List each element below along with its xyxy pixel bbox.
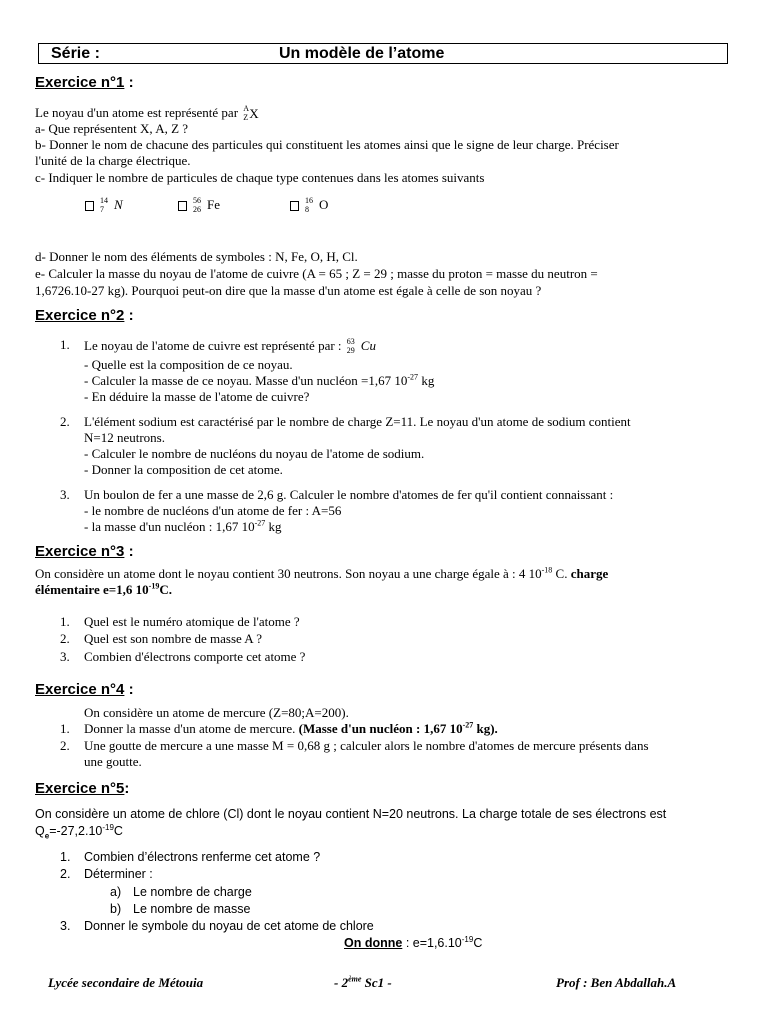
ex4-n1: 1. — [60, 721, 70, 736]
ex3-p1: On considère un atome dont le noyau contient 30 neutrons. Son noyau a une charge égale à : 4 $10^{-18}$ C. charge — [35, 565, 609, 581]
ex1-intro: Le noyau d'un atome est représenté par A Z X — [35, 104, 263, 124]
ex4-n2: 2. — [60, 738, 70, 753]
ex5-sa-text: Le nombre de charge — [133, 885, 252, 899]
ex1-d: d- Donner le nom des éléments de symboles : N, Fe, O, H, Cl. — [35, 249, 358, 264]
isotope-n: 14 7 N — [85, 196, 123, 216]
isotope-o: 16 8 O — [290, 196, 328, 216]
ex2-n2: 2. — [60, 414, 70, 429]
ex2-heading: Exercice n°2 : — [35, 307, 134, 324]
ex2-i2b: - Calculer le nombre de nucléons du noyau de l'atome de sodium. — [84, 446, 425, 461]
ex3-i2: Quel est son nombre de masse A ? — [84, 631, 262, 646]
ex5-n1: 1. — [60, 850, 71, 864]
ex1-e1: e- Calculer la masse du noyau de l'atome de cuivre (A = 65 ; Z = 29 ; masse du proton = masse du neutron = — [35, 266, 598, 281]
ex4-heading: Exercice n°4 : — [35, 681, 134, 698]
ex2-i1c: - En déduire la masse de l'atome de cuivre? — [84, 389, 310, 404]
ex5-i3: Donner le symbole du noyau de cet atome de chlore — [84, 919, 374, 933]
ex4-intro: On considère un atome de mercure (Z=80;A=200). — [84, 705, 349, 720]
ex5-charge: $Q_e=-27,2.10^{-19}C$ — [35, 822, 123, 841]
ex5-sb: b) — [110, 902, 122, 916]
ex1-c: c- Indiquer le nombre de particules de chaque type contenues dans les atomes suivants — [35, 170, 485, 185]
ex2-i3: Un boulon de fer a une masse de 2,6 g. Calculer le nombre d'atomes de fer qu'il contient connaissant : — [84, 487, 614, 502]
ex1-heading: Exercice n°1 : — [35, 74, 134, 91]
ex1-b2: l'unité de la charge électrique. — [35, 153, 191, 168]
footer-class: - 2ème Sc1 - — [334, 974, 392, 990]
ex5-sb-text: Le nombre de masse — [133, 902, 251, 916]
footer-school: Lycée secondaire de Métouia — [48, 975, 204, 990]
ex3-n1: 1. — [60, 614, 70, 629]
ex3-i3: Combien d'électrons comporte cet atome ? — [84, 649, 306, 664]
ex5-p1: On considère un atome de chlore (Cl) dont le noyau contient N=20 neutrons. La charge totale de ses électrons est — [35, 807, 667, 821]
ex2-n3: 3. — [60, 487, 70, 502]
ex5-i2: Déterminer : — [84, 867, 153, 881]
ex2-i1b: - Calculer la masse de ce noyau. Masse d'un nucléon =1,67 $10^{-27}$ kg — [84, 372, 435, 388]
footer-prof: Prof : Ben Abdallah.A — [556, 975, 677, 990]
ex2-i1: Le noyau de l'atome de cuivre est représenté par : 63 29 Cu — [84, 337, 376, 355]
ex1-b1: b- Donner le nom de chacune des particules qui constituent les atomes ainsi que le signe de leur charge. Préciser — [35, 137, 619, 152]
checkbox-icon — [178, 201, 187, 211]
ex4-i2: Une goutte de mercure a une masse M = 0,68 g ; calculer alors le nombre d'atomes de mercure présents dans — [84, 738, 649, 753]
serie-label: Série : — [51, 45, 100, 62]
ex3-heading: Exercice n°3 : — [35, 543, 134, 560]
ex5-heading: Exercice n°5: — [35, 780, 130, 797]
ex5-i1: Combien d’électrons renferme cet atome ? — [84, 850, 321, 864]
ex2-i2a: N=12 neutrons. — [84, 430, 165, 445]
ex2-i2: L'élément sodium est caractérisé par le nombre de charge Z=11. Le noyau d'un atome de sodium contient — [84, 414, 631, 429]
ex4-i1: Donner la masse d'un atome de mercure. (Masse d'un nucléon : 1,67 $10^{-27}$ kg). — [84, 720, 498, 736]
ex3-p2: élémentaire e=1,6 $10^{-19}C$. — [35, 581, 172, 597]
ex2-n1: 1. — [60, 337, 70, 352]
ex5-n2: 2. — [60, 867, 71, 881]
ex1-e2: 1,6726.10-27 kg). Pourquoi peut-on dire que la masse d'un atome est égale à celle de son noyau ? — [35, 283, 542, 298]
ex5-n3: 3. — [60, 919, 71, 933]
ex3-n2: 2. — [60, 631, 70, 646]
ex2-i3a: - le nombre de nucléons d'un atome de fer : A=56 — [84, 503, 342, 518]
ex2-i2c: - Donner la composition de cet atome. — [84, 462, 283, 477]
page-title: Un modèle de l’atome — [279, 45, 445, 62]
ex1-symbol: A Z X — [243, 104, 259, 122]
ex1-a: a- Que représentent X, A, Z ? — [35, 121, 189, 136]
ex3-n3: 3. — [60, 649, 70, 664]
ex2-i1a: - Quelle est la composition de ce noyau. — [84, 357, 293, 372]
ex4-i2b: une goutte. — [84, 754, 142, 769]
isotope-fe: 56 26 Fe — [178, 196, 220, 216]
checkbox-icon — [85, 201, 94, 211]
title-box — [38, 43, 728, 64]
ex3-i1: Quel est le numéro atomique de l'atome ? — [84, 614, 300, 629]
ex5-given: On donne : $e=1,6.10^{-19}C$ — [344, 934, 483, 950]
ex2-i3b: - la masse d'un nucléon : 1,67 $10^{-27}$ kg — [84, 518, 282, 534]
ex5-sa: a) — [110, 885, 122, 899]
checkbox-icon — [290, 201, 299, 211]
